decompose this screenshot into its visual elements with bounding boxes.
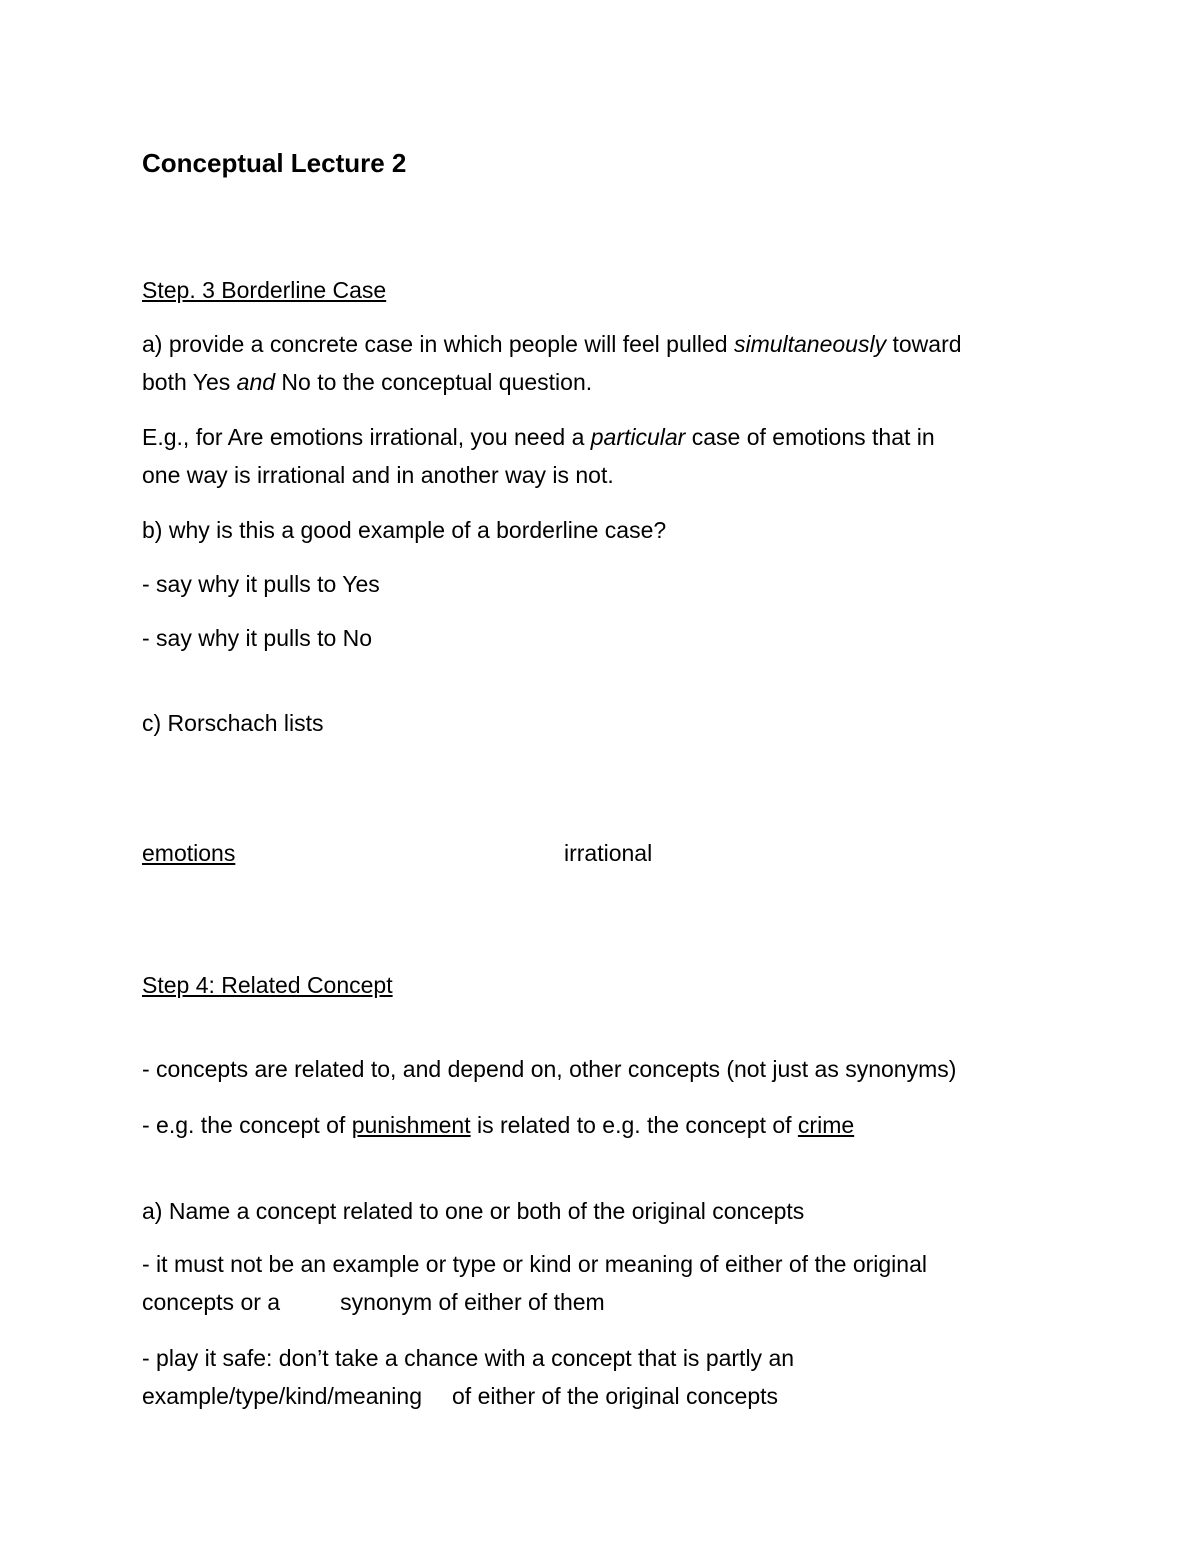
step3-eg-line1 <box>142 423 935 451</box>
step3-heading: Step. 3 Borderline Case <box>142 277 387 303</box>
step3-b: b) why is this a good example of a borderline case? <box>142 517 667 543</box>
underlined-term: crime <box>797 1112 855 1138</box>
text-segment: a) provide a concrete case in which people will feel pulled <box>142 331 734 357</box>
step4-a2-line1: - play it safe: don’t take a chance with a concept that is partly an <box>142 1345 795 1371</box>
emphasis-text: particular <box>590 424 686 450</box>
emphasis-text: simultaneously <box>733 331 887 357</box>
step3-a-line2 <box>142 368 592 396</box>
text-segment: synonym of either of them <box>340 1289 605 1315</box>
text-segment: example/type/kind/meaning <box>142 1383 422 1409</box>
rorschach-list-left: emotions <box>142 840 236 866</box>
text-segment: concepts or a <box>142 1289 281 1315</box>
text-segment: of either of the original concepts <box>452 1383 779 1409</box>
text-segment: both Yes <box>142 369 237 395</box>
page-title: Conceptual Lecture 2 <box>142 148 407 178</box>
text-segment: No to the conceptual question. <box>275 369 593 395</box>
step4-a2-line2 <box>142 1382 778 1410</box>
step3-eg-line2: one way is irrational and in another way is not. <box>142 462 614 488</box>
rorschach-list-right: irrational <box>564 840 653 866</box>
step3-b-yes: - say why it pulls to Yes <box>142 571 380 597</box>
text-segment: - e.g. the concept of <box>142 1112 352 1138</box>
step4-p2 <box>142 1111 854 1139</box>
step4-a1-line1: - it must not be an example or type or kind or meaning of either of the original <box>142 1251 927 1277</box>
step4-p1: - concepts are related to, and depend on, other concepts (not just as synonyms) <box>142 1056 957 1082</box>
text-segment: case of emotions that in <box>685 424 935 450</box>
step3-c: c) Rorschach lists <box>142 710 324 736</box>
text-segment: toward <box>886 331 962 357</box>
step3-a-line1 <box>142 330 962 358</box>
text-segment: E.g., for Are emotions irrational, you need a <box>142 424 591 450</box>
step3-b-no: - say why it pulls to No <box>142 625 373 651</box>
step4-heading: Step 4: Related Concept <box>142 972 393 998</box>
emphasis-text: and <box>236 369 276 395</box>
step4-a: a) Name a concept related to one or both of the original concepts <box>142 1198 805 1224</box>
underlined-term: punishment <box>351 1112 471 1138</box>
step4-a1-line2 <box>142 1288 605 1316</box>
text-segment: is related to e.g. the concept of <box>470 1112 798 1138</box>
